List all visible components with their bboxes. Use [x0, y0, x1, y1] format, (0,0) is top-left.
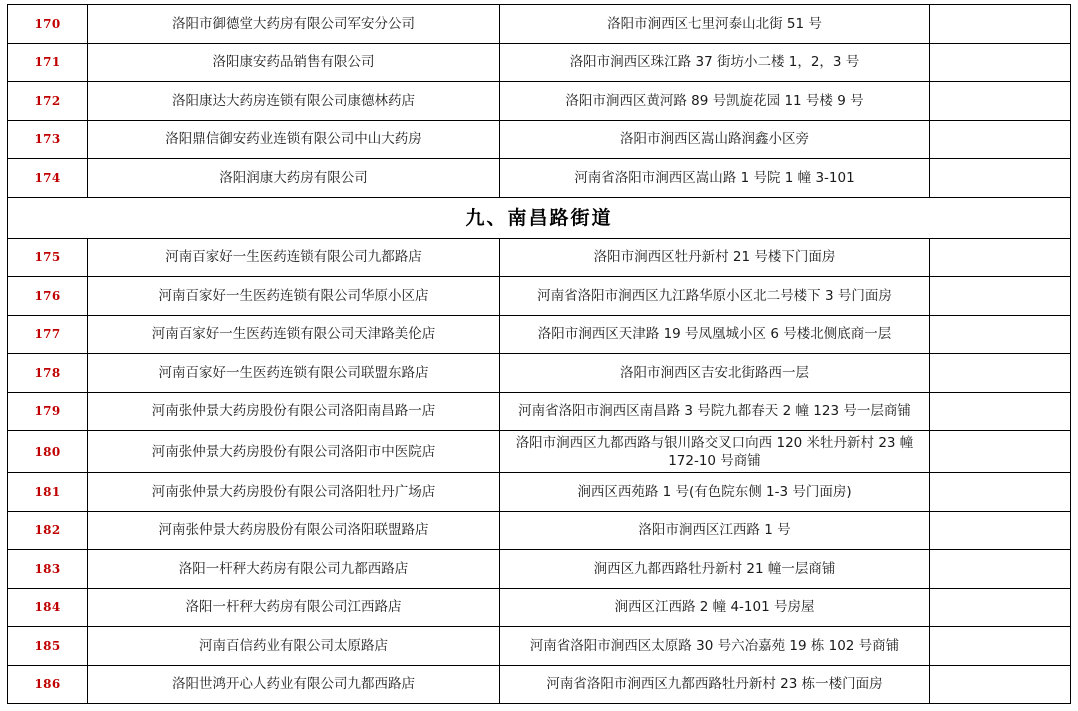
row-number: 183	[8, 550, 88, 589]
table-row	[8, 665, 1071, 704]
table-row	[8, 392, 1071, 431]
pharmacy-name: 河南百家好一生医药连锁有限公司华原小区店	[88, 277, 500, 316]
pharmacy-address: 洛阳市涧西区吉安北街路西一层	[500, 354, 930, 393]
pharmacy-address: 洛阳市涧西区珠江路 37 街坊小二楼 1，2，3 号	[500, 43, 930, 82]
note-cell	[930, 43, 1071, 82]
section-header-row	[8, 197, 1071, 238]
note-cell	[930, 511, 1071, 550]
pharmacy-name: 洛阳康达大药房连锁有限公司康德林药店	[88, 82, 500, 121]
pharmacy-address: 洛阳市涧西区天津路 19 号凤凰城小区 6 号楼北侧底商一层	[500, 315, 930, 354]
pharmacy-name: 河南百家好一生医药连锁有限公司九都路店	[88, 238, 500, 277]
table-row	[8, 354, 1071, 393]
note-cell	[930, 120, 1071, 159]
note-cell	[930, 392, 1071, 431]
table-row	[8, 43, 1071, 82]
pharmacy-address: 洛阳市涧西区嵩山路润鑫小区旁	[500, 120, 930, 159]
pharmacy-address: 涧西区九都西路牡丹新村 21 幢一层商铺	[500, 550, 930, 589]
pharmacy-address: 洛阳市涧西区江西路 1 号	[500, 511, 930, 550]
pharmacy-address: 涧西区西苑路 1 号(有色院东侧 1-3 号门面房)	[500, 473, 930, 512]
table-row	[8, 315, 1071, 354]
note-cell	[930, 588, 1071, 627]
table-row	[8, 550, 1071, 589]
row-number: 170	[8, 5, 88, 44]
pharmacy-address: 河南省洛阳市涧西区太原路 30 号六冶嘉苑 19 栋 102 号商铺	[500, 627, 930, 666]
pharmacy-address: 河南省洛阳市涧西区九江路华原小区北二号楼下 3 号门面房	[500, 277, 930, 316]
pharmacy-address: 洛阳市涧西区七里河泰山北街 51 号	[500, 5, 930, 44]
pharmacy-name: 河南张仲景大药房股份有限公司洛阳牡丹广场店	[88, 473, 500, 512]
row-number: 182	[8, 511, 88, 550]
pharmacy-address: 河南省洛阳市涧西区南昌路 3 号院九都春天 2 幢 123 号一层商铺	[500, 392, 930, 431]
row-number: 178	[8, 354, 88, 393]
pharmacy-address: 涧西区江西路 2 幢 4-101 号房屋	[500, 588, 930, 627]
row-number: 173	[8, 120, 88, 159]
row-number: 177	[8, 315, 88, 354]
pharmacy-address: 河南省洛阳市涧西区嵩山路 1 号院 1 幢 3-101	[500, 159, 930, 198]
pharmacy-name: 河南百信药业有限公司太原路店	[88, 627, 500, 666]
pharmacy-address: 河南省洛阳市涧西区九都西路牡丹新村 23 栋一楼门面房	[500, 665, 930, 704]
note-cell	[930, 665, 1071, 704]
note-cell	[930, 277, 1071, 316]
row-number: 184	[8, 588, 88, 627]
pharmacy-name: 河南张仲景大药房股份有限公司洛阳南昌路一店	[88, 392, 500, 431]
pharmacy-name: 洛阳一杆秤大药房有限公司九都西路店	[88, 550, 500, 589]
pharmacy-name: 洛阳康安药品销售有限公司	[88, 43, 500, 82]
table-row	[8, 277, 1071, 316]
note-cell	[930, 238, 1071, 277]
row-number: 171	[8, 43, 88, 82]
note-cell	[930, 473, 1071, 512]
table-row	[8, 627, 1071, 666]
pharmacy-name: 洛阳鼎信御安药业连锁有限公司中山大药房	[88, 120, 500, 159]
table-row	[8, 588, 1071, 627]
row-number: 172	[8, 82, 88, 121]
row-number: 181	[8, 473, 88, 512]
section-title: 九、南昌路街道	[8, 197, 1071, 238]
row-number: 185	[8, 627, 88, 666]
pharmacy-name: 河南张仲景大药房股份有限公司洛阳市中医院店	[88, 431, 500, 473]
note-cell	[930, 354, 1071, 393]
row-number: 180	[8, 431, 88, 473]
pharmacy-name: 河南百家好一生医药连锁有限公司天津路美伦店	[88, 315, 500, 354]
pharmacy-name: 河南张仲景大药房股份有限公司洛阳联盟路店	[88, 511, 500, 550]
note-cell	[930, 431, 1071, 473]
table-row	[8, 473, 1071, 512]
table-row	[8, 82, 1071, 121]
table-row	[8, 120, 1071, 159]
row-number: 176	[8, 277, 88, 316]
table-row	[8, 238, 1071, 277]
pharmacy-table	[7, 4, 1071, 704]
row-number: 175	[8, 238, 88, 277]
note-cell	[930, 315, 1071, 354]
note-cell	[930, 550, 1071, 589]
pharmacy-name: 洛阳市御德堂大药房有限公司军安分公司	[88, 5, 500, 44]
row-number: 186	[8, 665, 88, 704]
pharmacy-name: 洛阳世鸿开心人药业有限公司九都西路店	[88, 665, 500, 704]
table-row	[8, 5, 1071, 44]
table-row	[8, 511, 1071, 550]
pharmacy-name: 洛阳一杆秤大药房有限公司江西路店	[88, 588, 500, 627]
table-row	[8, 159, 1071, 198]
pharmacy-name: 洛阳润康大药房有限公司	[88, 159, 500, 198]
row-number: 174	[8, 159, 88, 198]
pharmacy-name: 河南百家好一生医药连锁有限公司联盟东路店	[88, 354, 500, 393]
table-row	[8, 431, 1071, 473]
note-cell	[930, 159, 1071, 198]
note-cell	[930, 627, 1071, 666]
note-cell	[930, 5, 1071, 44]
note-cell	[930, 82, 1071, 121]
pharmacy-address: 洛阳市涧西区黄河路 89 号凯旋花园 11 号楼 9 号	[500, 82, 930, 121]
row-number: 179	[8, 392, 88, 431]
pharmacy-address: 洛阳市涧西区牡丹新村 21 号楼下门面房	[500, 238, 930, 277]
pharmacy-address: 洛阳市涧西区九都西路与银川路交叉口向西 120 米牡丹新村 23 幢 172-10 号商铺	[500, 431, 930, 473]
